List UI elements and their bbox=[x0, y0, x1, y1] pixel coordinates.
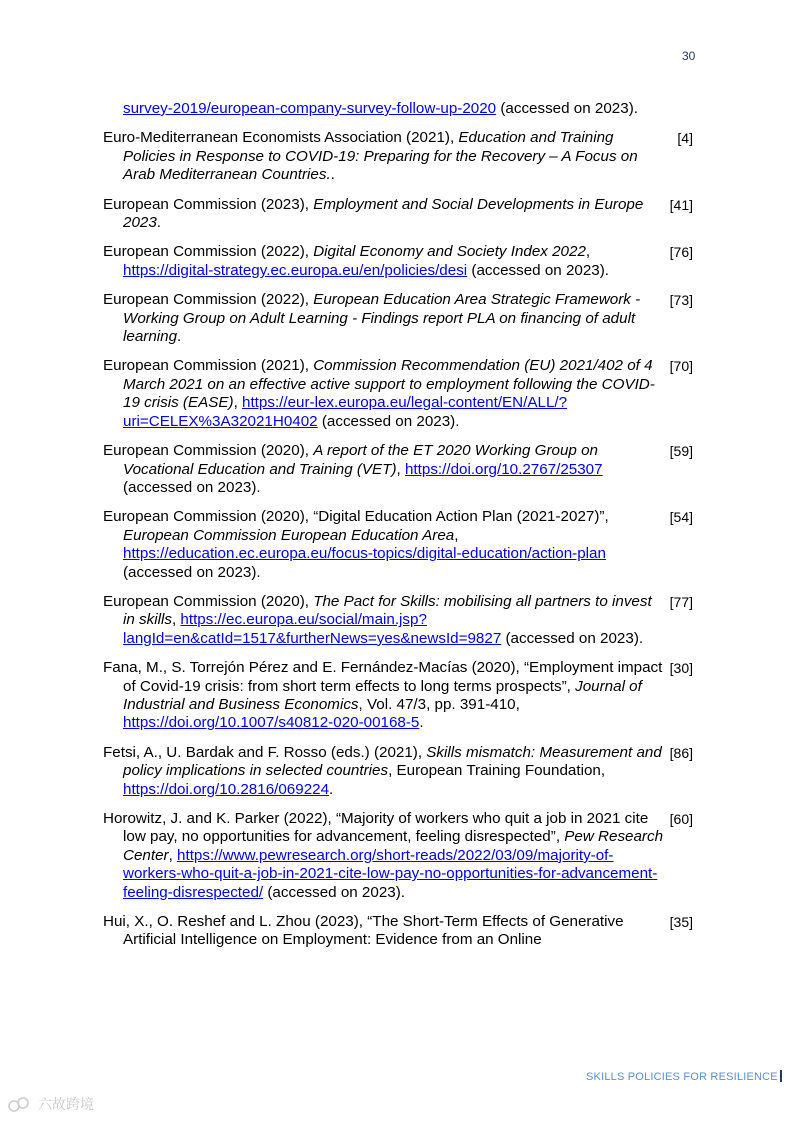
reference-text: . bbox=[156, 214, 162, 232]
reference-number: [76] bbox=[669, 244, 693, 261]
reference-entry bbox=[103, 100, 666, 118]
reference-text: . bbox=[329, 780, 334, 798]
reference-link[interactable]: https://digital-strategy.ec.europa.eu/en/policies/desi bbox=[123, 261, 468, 279]
reference-number: [86] bbox=[669, 744, 693, 761]
reference-number: [30] bbox=[669, 660, 693, 677]
reference-text: . bbox=[330, 166, 335, 184]
reference-link[interactable]: https://ec.europa.eu/social/main.jsp?langId=en&catId=1517&furtherNews=yes&newsId=9827 bbox=[123, 611, 502, 647]
reference-text: . bbox=[419, 714, 424, 732]
reference-text: (accessed on 2023). bbox=[123, 478, 261, 496]
reference-title: Education and Training Policies in Response to COVID-19: Preparing for the Recovery – A Focus on Arab Mediterranean Countries. bbox=[123, 129, 638, 184]
reference-entry bbox=[103, 659, 693, 733]
reference-text: Hui, X., O. Reshef and L. Zhou (2023), “The Short-Term Effects of Generative Artificial Intelligence on Employment: Evidence from an Online bbox=[103, 913, 624, 949]
reference-entry bbox=[103, 442, 693, 497]
reference-entry bbox=[103, 357, 693, 431]
reference-text: , bbox=[171, 611, 181, 629]
reference-text: Horowitz, J. and K. Parker (2022), “Majority of workers who quit a job in 2021 cite low pay, no opportunities for advancement, feeling disrespected”, bbox=[103, 810, 649, 846]
reference-link[interactable]: https://doi.org/10.1007/s40812-020-00168-5 bbox=[123, 714, 420, 732]
reference-text: , Vol. 47/3, pp. 391-410, bbox=[358, 695, 520, 713]
reference-number: [4] bbox=[677, 130, 693, 147]
reference-number: [70] bbox=[669, 358, 693, 375]
reference-number: [41] bbox=[669, 196, 693, 213]
footer-title: SKILLS POLICIES FOR RESILIENCE bbox=[586, 1071, 778, 1083]
reference-text: Fetsi, A., U. Bardak and F. Rosso (eds.) (2021), bbox=[103, 743, 427, 761]
reference-entry bbox=[103, 743, 693, 799]
reference-text: (accessed on 2023). bbox=[317, 412, 460, 430]
reference-title: Journal of Industrial and Business Economics bbox=[123, 677, 642, 713]
reference-text: , bbox=[454, 526, 459, 544]
reference-number: [73] bbox=[669, 292, 693, 309]
reference-text: European Commission (2021), bbox=[103, 357, 314, 375]
reference-link[interactable]: https://education.ec.europa.eu/focus-topics/digital-education/action-plan bbox=[123, 545, 606, 563]
reference-link[interactable]: https://doi.org/10.2816/069224 bbox=[123, 780, 330, 798]
reference-text: European Commission (2022), bbox=[103, 291, 314, 309]
reference-title: The Pact for Skills: mobilising all partners to invest in skills bbox=[123, 592, 652, 629]
watermark-text: 六故跨境 bbox=[38, 1096, 94, 1112]
reference-text: , bbox=[396, 460, 405, 478]
reference-title: European Education Area Strategic Framework - Working Group on Adult Learning - Findings report PLA on financing of adult learning bbox=[123, 291, 641, 346]
reference-entry bbox=[103, 810, 693, 902]
footer-bar-mark bbox=[780, 1070, 782, 1082]
reference-text: European Commission (2020), bbox=[103, 442, 314, 460]
reference-number: [60] bbox=[669, 811, 693, 827]
reference-text: , European Training Foundation, bbox=[388, 762, 606, 780]
reference-link[interactable]: https://eur-lex.europa.eu/legal-content/EN/ALL/?uri=CELEX%3A32021H0402 bbox=[123, 394, 568, 430]
watermark bbox=[6, 1094, 94, 1114]
reference-entry bbox=[103, 243, 693, 280]
reference-text: European Commission (2020), “Digital Education Action Plan (2021-2027)”, bbox=[103, 508, 609, 526]
reference-link[interactable]: survey-2019/european-company-survey-follow-up-2020 bbox=[123, 100, 497, 117]
reference-text: (accessed on 2023). bbox=[123, 563, 261, 581]
reference-entry bbox=[103, 592, 693, 648]
reference-title: Commission Recommendation (EU) 2021/402 of 4 March 2021 on an effective active support to employment following the COVID-19 crisis (EASE) bbox=[123, 357, 655, 412]
reference-title: Skills mismatch: Measurement and policy implications in selected countries bbox=[123, 743, 662, 780]
reference-text: Euro-Mediterranean Economists Association (2021), bbox=[103, 129, 459, 147]
reference-text: (accessed on 2023). bbox=[467, 261, 610, 279]
reference-text: European Commission (2022), bbox=[103, 243, 314, 261]
reference-text: (accessed on 2023). bbox=[501, 629, 644, 647]
reference-title: Digital Economy and Society Index 2022 bbox=[313, 243, 586, 261]
reference-text: (accessed on 2023). bbox=[263, 883, 405, 901]
reference-number: [59] bbox=[669, 443, 693, 460]
running-footer bbox=[586, 1070, 782, 1083]
reference-number: [54] bbox=[669, 509, 693, 526]
reference-entry bbox=[103, 508, 693, 582]
reference-text: Fana, M., S. Torrejón Pérez and E. Fernández-Macías (2020), “Employment impact of Covid-19 crisis: from short term effects to long terms prospects”, bbox=[103, 659, 663, 695]
reference-title: European Commission European Education Area bbox=[123, 526, 455, 544]
reference-title: Pew Research Center bbox=[123, 828, 664, 864]
reference-text: , bbox=[168, 846, 178, 864]
reference-link[interactable]: https://www.pewresearch.org/short-reads/2022/03/09/majority-of-workers-who-quit-a-job-in-2021-cite-low-pay-no-opportunities-for-advancement-feeling-disrespected/ bbox=[123, 846, 658, 901]
reference-text: European Commission (2020), bbox=[103, 592, 314, 610]
reference-list bbox=[103, 100, 693, 961]
reference-entry bbox=[103, 195, 693, 233]
reference-text: . bbox=[177, 328, 182, 346]
reference-text: (accessed on 2023). bbox=[496, 100, 638, 117]
reference-entry bbox=[103, 129, 693, 184]
reference-link[interactable]: https://doi.org/10.2767/25307 bbox=[404, 460, 603, 478]
page-number: 30 bbox=[682, 49, 696, 63]
reference-text: , bbox=[585, 243, 591, 261]
reference-entry bbox=[103, 291, 693, 346]
reference-text: , bbox=[233, 394, 243, 412]
reference-text: European Commission (2023), bbox=[103, 195, 314, 213]
watermark-logo-icon bbox=[6, 1095, 34, 1113]
reference-entry bbox=[103, 913, 693, 950]
reference-number: [77] bbox=[669, 593, 693, 610]
reference-number: [35] bbox=[669, 914, 693, 931]
reference-title: A report of the ET 2020 Working Group on Vocational Education and Training (VET) bbox=[123, 442, 598, 478]
reference-title: Employment and Social Developments in Europe 2023 bbox=[123, 195, 644, 232]
